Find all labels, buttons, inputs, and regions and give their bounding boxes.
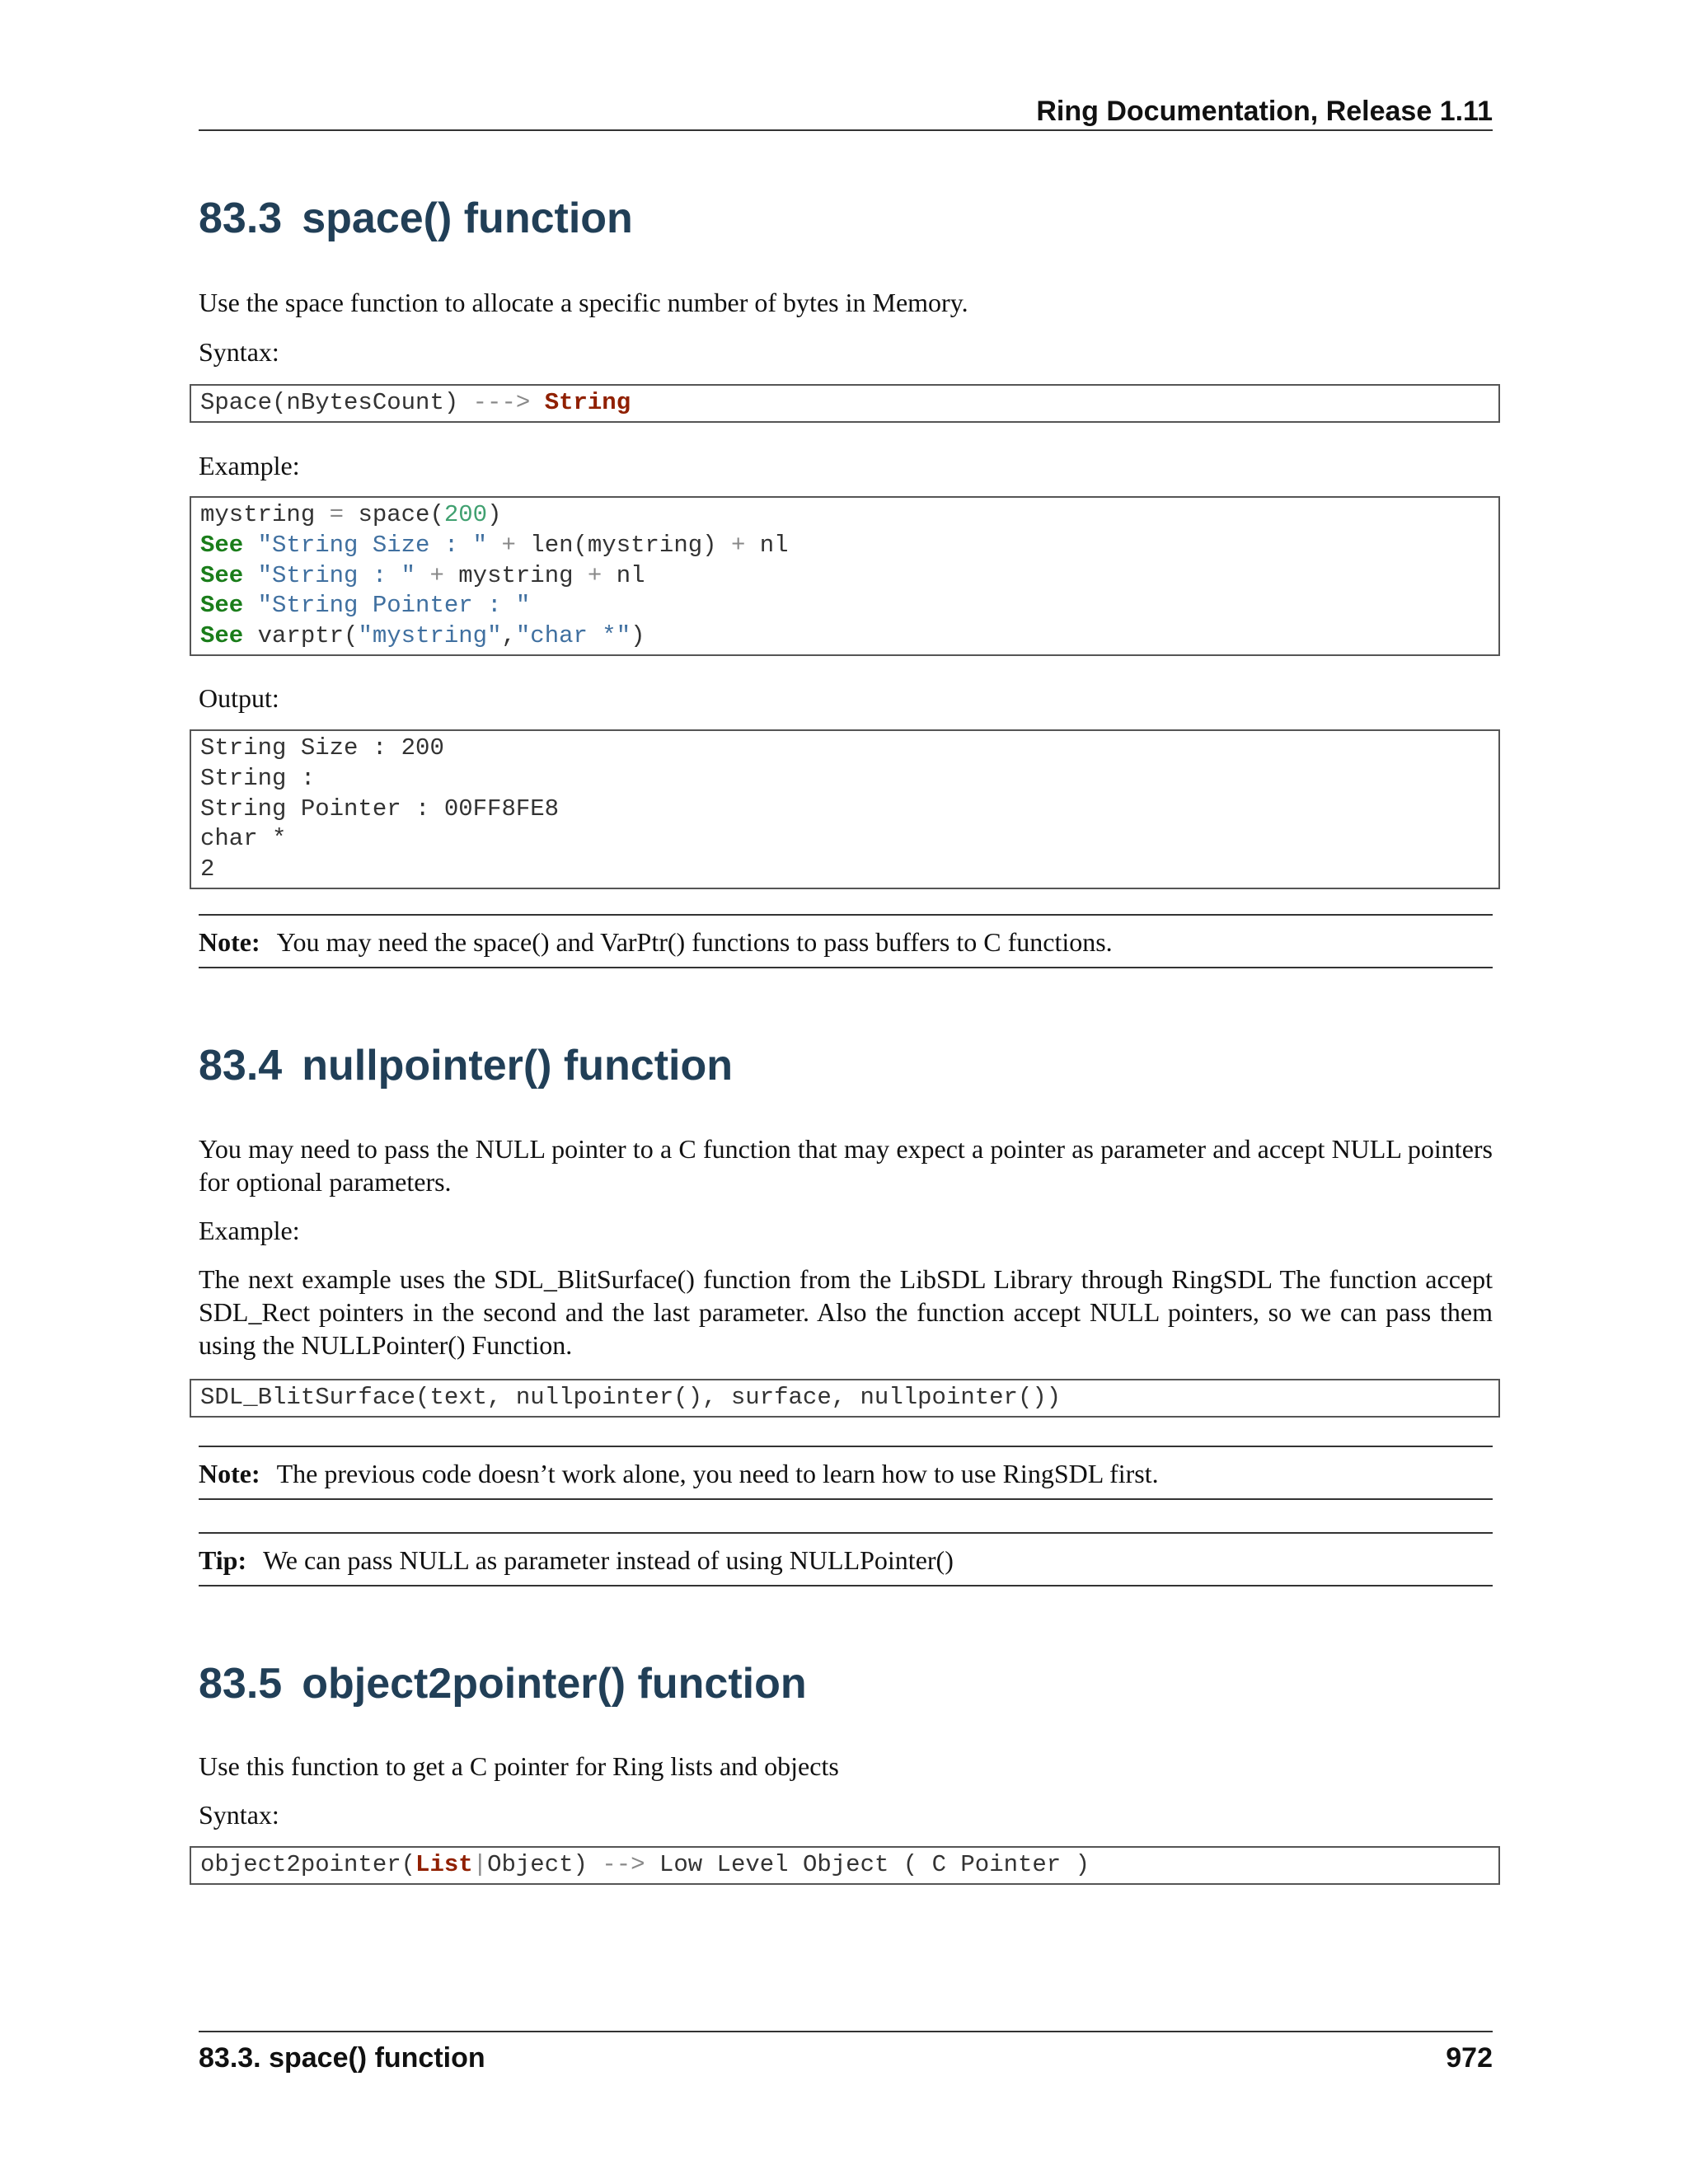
- code-block-example: mystring = space(200) See "String Size : " + len(mystring) + nl See "String : " + mystring + nl See "String Pointer : " See varptr("mystring","char *"): [190, 496, 1500, 656]
- section-heading-space: [199, 192, 633, 245]
- note-box: [199, 1446, 1493, 1500]
- note-text: You may need the space() and VarPtr() functions to pass buffers to C functions.: [276, 927, 1113, 957]
- tip-text: We can pass NULL as parameter instead of using NULLPointer(): [263, 1545, 954, 1575]
- note-text: The previous code doesn’t work alone, you need to learn how to use RingSDL first.: [276, 1459, 1159, 1488]
- header-rule: [199, 129, 1493, 131]
- code-block-syntax: Space(nBytesCount) ---> String: [190, 384, 1500, 423]
- note-box: [199, 914, 1493, 968]
- section-heading-nullpointer: [199, 1039, 733, 1092]
- paragraph: Use this function to get a C pointer for Ring lists and objects: [199, 1751, 839, 1781]
- page-header: Ring Documentation, Release 1.11: [1036, 96, 1493, 127]
- section-heading-object2pointer: [199, 1657, 807, 1710]
- footer-section: 83.3. space() function: [199, 2042, 485, 2074]
- example-label: Example:: [199, 451, 300, 480]
- paragraph: Use the space function to allocate a specific number of bytes in Memory.: [199, 288, 968, 317]
- output-label: Output:: [199, 683, 279, 713]
- page-number: 972: [1446, 2042, 1493, 2074]
- tip-box: [199, 1532, 1493, 1586]
- section-number: 83.5: [199, 1660, 283, 1708]
- tip-label: Tip:: [199, 1545, 247, 1575]
- syntax-label: Syntax:: [199, 337, 279, 367]
- code-block-object2pointer-syntax: object2pointer(List|Object) --> Low Level Object ( C Pointer ): [190, 1846, 1500, 1885]
- section-title: space() function: [302, 194, 633, 242]
- code-block-nullpointer: SDL_BlitSurface(text, nullpointer(), surface, nullpointer()): [190, 1379, 1500, 1418]
- note-label: Note:: [199, 927, 260, 957]
- syntax-label: Syntax:: [199, 1800, 279, 1830]
- section-number: 83.4: [199, 1042, 283, 1090]
- example-label: Example:: [199, 1216, 300, 1245]
- note-label: Note:: [199, 1459, 260, 1488]
- section-title: nullpointer() function: [302, 1042, 733, 1090]
- code-block-output: String Size : 200 String : String Pointer : 00FF8FE8 char * 2: [190, 729, 1500, 889]
- footer-rule: [199, 2031, 1493, 2032]
- paragraph: You may need to pass the NULL pointer to a C function that may expect a pointer as parameter and accept NULL pointers for optional parameters.: [199, 1134, 1493, 1197]
- section-number: 83.3: [199, 194, 283, 242]
- section-title: object2pointer() function: [302, 1660, 807, 1708]
- paragraph: The next example uses the SDL_BlitSurface() function from the LibSDL Library through RingSDL The function accept SDL_Rect pointers in the second and the last parameter. Also the function accept NULL pointers, so we can pass them using the NULLPointer() Function.: [199, 1264, 1493, 1360]
